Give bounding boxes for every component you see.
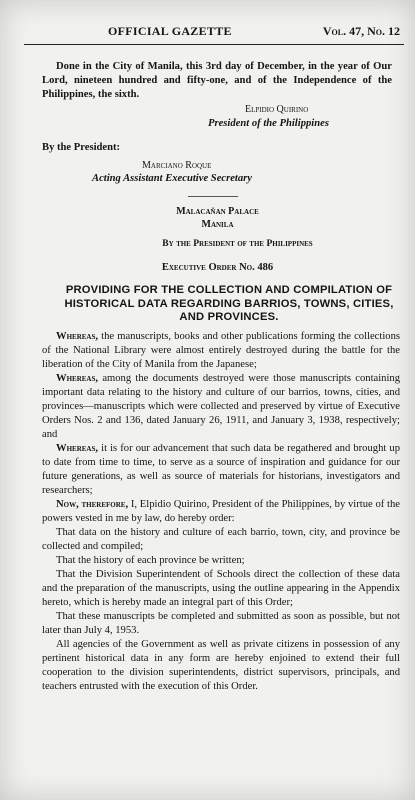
paragraph-text: That data on the history and culture of each barrio, town, city, and province be collected and compiled; <box>42 527 400 552</box>
paragraph-text: That the Division Superintendent of Schools direct the collection of these data and the preparation of the manuscripts, using the outline appearing in the Appendix hereto, which is hereby made an integral part of this Order; <box>42 569 400 608</box>
order-paragraph <box>42 638 400 694</box>
order-paragraph <box>42 498 400 526</box>
order-paragraph <box>42 330 400 372</box>
paragraph-text: the manuscripts, books and other publications forming the collections of the National Library were almost entirely destroyed during the battle for the liberation of the City of Manila from the Japanese; <box>42 331 400 370</box>
order-paragraph <box>42 610 400 638</box>
paragraph-lead: Whereas, <box>56 373 99 384</box>
paragraph-text: I, Elpidio Quirino, President of the Philippines, by virtue of the powers vested in me by law, do hereby order: <box>42 499 400 524</box>
order-paragraph <box>42 372 400 442</box>
section-divider <box>188 196 238 197</box>
order-paragraph <box>42 526 400 554</box>
page-header <box>108 24 400 40</box>
order-paragraph <box>42 442 400 498</box>
paragraph-text: All agencies of the Government as well as private citizens in possession of any pertinent historical data in any form are hereby enjoined to extend their full cooperation to the division superintendents, district supervisors, principals, and teachers entrusted with the execution of this Order. <box>42 639 400 692</box>
order-paragraph <box>42 554 400 568</box>
header-rule <box>24 44 404 45</box>
signatory-name: Elpidio Quirino <box>245 104 309 115</box>
order-body <box>42 330 400 694</box>
by-the-president-line: By the President of the Philippines <box>162 239 313 249</box>
by-the-president: By the President: <box>42 142 121 153</box>
publication-title: OFFICIAL GAZETTE <box>108 24 232 38</box>
location-line-1: Malacañan Palace <box>176 206 259 217</box>
paragraph-text: That these manuscripts be completed and submitted as soon as possible, but not later than July 4, 1953. <box>42 611 400 636</box>
closing-statement: Done in the City of Manila, this 3rd day of December, in the year of Our Lord, nineteen hundred and fifty-one, and of the Independence of the Philippines, the sixth. <box>42 61 392 100</box>
paragraph-text: That the history of each province be written; <box>56 555 245 566</box>
paragraph-text: among the documents destroyed were those manuscripts containing important data relating to the history and culture of our barrios, towns, cities, and provinces—manuscripts which were collected and preserved by virtue of Executive Orders Nos. 2 and 136, dated January 26, 1911, and January 3, 1938, respectively; and <box>42 373 400 440</box>
executive-order-number: Executive Order No. 486 <box>161 262 274 273</box>
paragraph-lead: Whereas, <box>56 443 99 454</box>
secretary-title: Acting Assistant Executive Secretary <box>92 173 252 184</box>
secretary-name: Marciano Roque <box>142 160 212 171</box>
volume-number: Vol. 47, No. 12 <box>322 24 400 38</box>
order-headline: PROVIDING FOR THE COLLECTION AND COMPILATION OF HISTORICAL DATA REGARDING BARRIOS, TOWNS, CITIES, AND PROVINCES. <box>64 284 394 323</box>
paragraph-text: it is for our advancement that such data be regathered and brought up to date from time to time, to serve as a source of inspiration and guidance for our future generations, as well as source of materials for historians, investigators and researchers; <box>42 443 400 496</box>
paragraph-lead: Now, therefore, <box>56 499 129 510</box>
signatory-title: President of the Philippines <box>208 118 329 129</box>
order-paragraph <box>42 568 400 610</box>
location-line-2: Manila <box>201 219 234 230</box>
paragraph-lead: Whereas, <box>56 331 99 342</box>
